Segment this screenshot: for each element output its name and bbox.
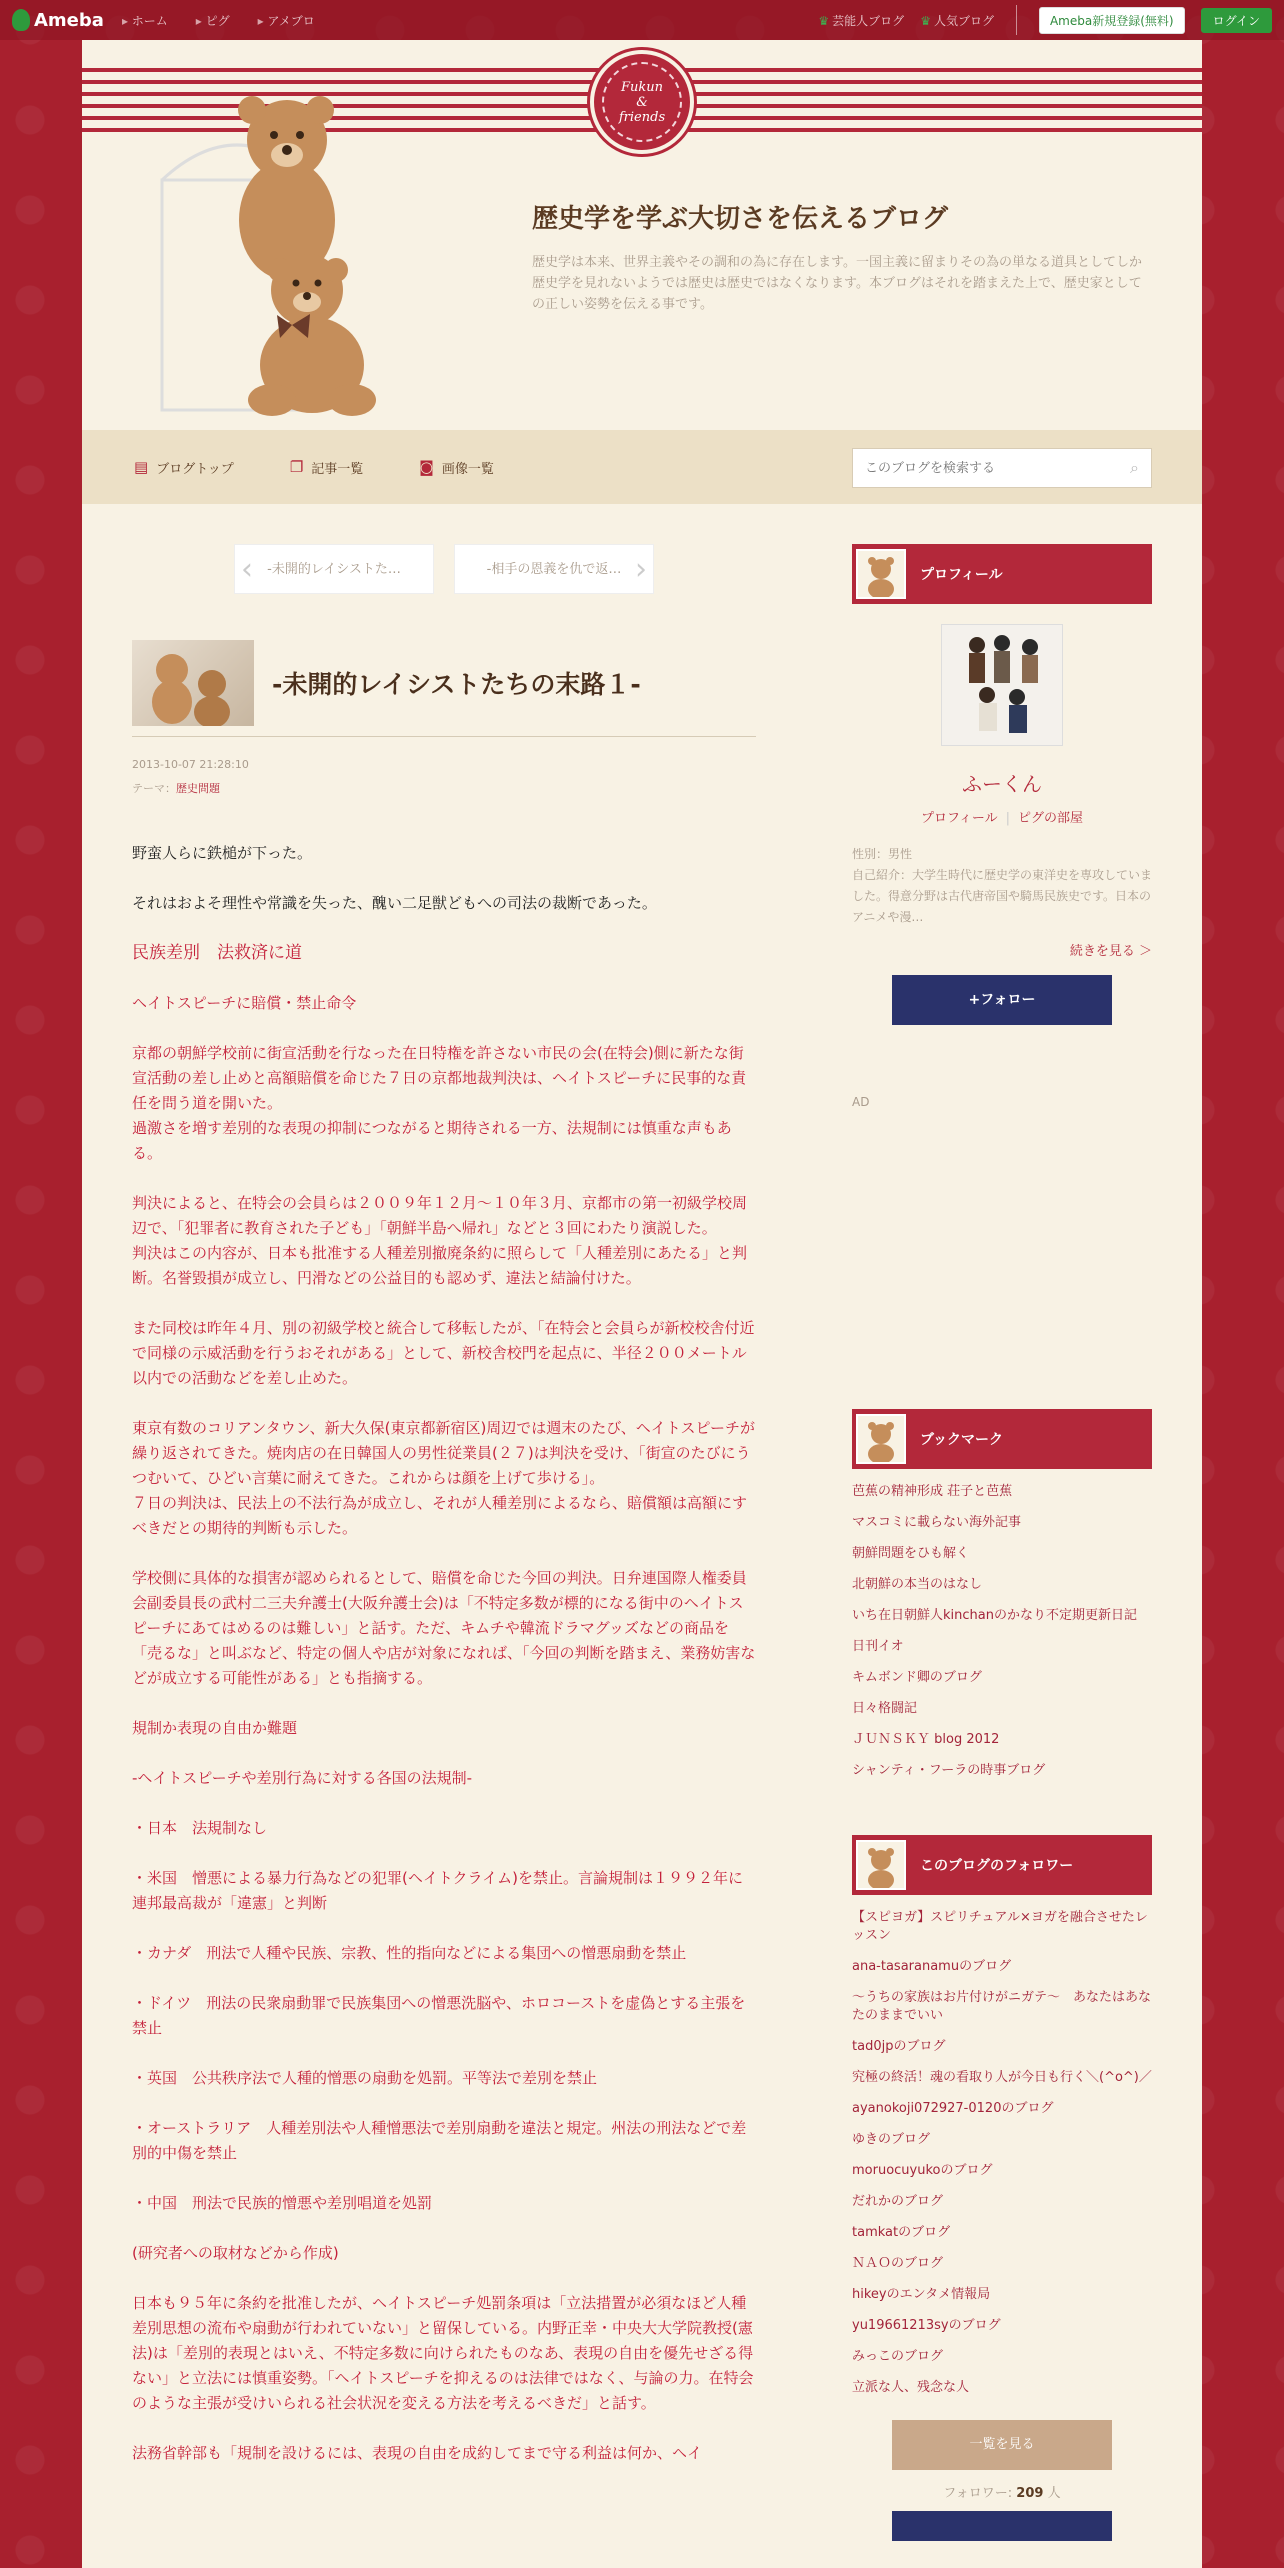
bookmark-link[interactable]: キムボンド卿のブログ (852, 1670, 982, 1685)
nav-entry-list-label: 記事一覧 (311, 461, 364, 477)
entry-paragraph: ・カナダ 刑法で人種や民族、宗教、性的指向などによる集団への憎悪扇動を禁止 (132, 1944, 687, 1962)
blog-header (82, 40, 1202, 430)
ameba-logo-icon (12, 9, 30, 31)
follower-blog-link[interactable]: ayanokoji072927-0120のブログ (852, 2101, 1054, 2116)
ameba-nav-pigg[interactable]: ▸ ピグ (196, 12, 230, 29)
document-icon: ▤ (134, 458, 149, 476)
nav-entry-list[interactable] (290, 458, 363, 477)
main-column (132, 544, 756, 2491)
bookmark-link[interactable]: マスコミに載らない海外記事 (852, 1515, 1022, 1530)
follower-blog-link[interactable]: 究極の終活！魂の看取り人が今日も行く＼(^o^)／ (852, 2070, 1152, 2085)
celebrity-blog-label: 芸能人ブログ (832, 13, 905, 28)
register-button[interactable]: Ameba新規登録(無料) (1039, 7, 1185, 34)
entry-paragraph: ヘイトスピーチに賠償・禁止命令 (132, 994, 357, 1012)
profile-info (852, 844, 1152, 928)
entry-paragraph: ・英国 公共秩序法で人種的憎悪の扇動を処罰。平等法で差別を禁止 (132, 2069, 598, 2087)
ameba-nav (122, 12, 315, 29)
bookmark-link[interactable]: 日々格闘記 (852, 1701, 918, 1716)
entry-paragraph: 判決によると、在特会の会員らは２００９年１２月～１０年３月、京都市の第一初級学校周辺で、「犯罪者に教育された子ども」「朝鮮半島へ帰れ」などと３回にわたり演説した。 判決はこの内容が、日本も批准する人種差別撤廃条約に照らして「人種差別にあたる」と判断。名誉毀損が成立し、円滑などの公益目的も認めず、違法と結論付けた。 (132, 1194, 748, 1287)
entry-meta (132, 753, 756, 801)
follower-list (852, 1903, 1152, 2404)
entry-paragraph: 野蛮人らに鉄槌が下った。 (132, 844, 313, 862)
avatar (856, 1840, 906, 1890)
profile-heading (852, 544, 1152, 604)
blog-page (82, 40, 1202, 2568)
followers-heading (852, 1835, 1152, 1895)
entry-paragraph: 日本も９５年に条約を批准したが、ヘイトスピーチ処罰条項は「立法措置が必須なほど人種差別思想の流布や扇動が行われていない」と留保している。内野正幸・中央大大学院教授(憲法)は「差別的表現とはいえ、不特定多数に向けられたものなあ、表現の自由を優先せざる得ない」と立法には慎重姿勢。「ヘイトスピーチを抑えるのは法律ではなく、与論の力。在特会のような主張が受けいられる社会状況を変える方法を考えるべきだ」と話す。 (132, 2294, 754, 2412)
follower-blog-link[interactable]: ゆきのブログ (852, 2132, 931, 2147)
bookmark-heading (852, 1409, 1152, 1469)
blog-nav-bar (82, 430, 1202, 504)
entry-paragraph: (研究者への取材などから作成) (132, 2244, 339, 2262)
follower-blog-link[interactable]: だれかのブログ (852, 2194, 944, 2209)
entry-header (132, 640, 756, 737)
nav-blog-top-label: ブログトップ (156, 461, 234, 477)
follower-blog-link[interactable]: 【スピヨガ】スピリチュアル×ヨガを融合させたレッスン (852, 1910, 1148, 1943)
follower-count-label: フォロワー: (943, 2486, 1013, 2501)
celebrity-blog-link[interactable] (818, 12, 904, 29)
follower-blog-link[interactable]: tamkatのブログ (852, 2225, 951, 2240)
blog-description: 歴史学は本来、世界主義やその調和の為に存在します。一国主義に留まりその為の単なる道具としてしか歴史学を見れないようでは歴史は歴史ではなくなります。本ブログはそれを踏まえた上で、歴史家としての正しい姿勢を伝える事です。 (532, 255, 1142, 312)
bookmark-link[interactable]: ＪＵＮＳＫＹ blog 2012 (852, 1732, 1000, 1747)
follower-blog-link[interactable]: 立派な人、残念な人 (852, 2380, 970, 2395)
prev-entry-link[interactable]: ‹ -未開的レイシストた… (234, 544, 434, 594)
profile-link[interactable]: プロフィール (920, 811, 998, 826)
entry-title: -未開的レイシストたちの末路１- (272, 670, 641, 699)
nav-blog-top[interactable] (134, 458, 234, 477)
entry-paragraph: 学校側に具体的な損害が認められるとして、賠償を命じた今回の判決。日弁連国際人権委員会副委員長の武村二三夫弁護士(大阪弁護士会)は「不特定多数が標的になる街中のヘイトスピーチにあてはめるのは難しい」と話す。ただ、キムチや韓流ドラマグッズなどの商品を「売るな」と叫ぶなど、特定の個人や店が対象になれば、「今回の判断を踏まえ、業務妨害などが成立する可能性がある」とも指摘する。 (132, 1569, 756, 1687)
entry-paragraph: 民族差別 法救済に道 (132, 943, 302, 963)
blog-search (852, 448, 1152, 488)
follower-blog-link[interactable]: ana-tasaranamuのブログ (852, 1959, 1012, 1974)
profile-gender: 性別：男性 (852, 847, 913, 861)
nav-image-list[interactable] (419, 458, 494, 477)
entry-theme-label: テーマ： (132, 782, 176, 795)
follower-blog-link[interactable]: tad0jpのブログ (852, 2039, 946, 2054)
search-icon[interactable]: ⌕ (1130, 458, 1139, 477)
follow-button-bottom[interactable] (892, 2511, 1112, 2541)
entry-theme-link[interactable]: 歴史問題 (176, 782, 220, 795)
entry-paragraph: ・日本 法規制なし (132, 1819, 268, 1837)
bookmark-heading-label: ブックマーク (920, 1432, 1004, 1448)
entry-paragraph: ・中国 刑法で民族的憎悪や差別唱道を処罰 (132, 2194, 433, 2212)
profile-more-link[interactable]: 続きを見る ＞ (1069, 944, 1152, 959)
teddy-bears-image (152, 80, 422, 420)
profile-name[interactable]: ふーくん (962, 772, 1042, 796)
blog-title[interactable]: 歴史学を学ぶ大切さを伝えるブログ (532, 204, 949, 234)
ameba-top-bar (0, 0, 1284, 40)
emblem-text: & (636, 94, 648, 110)
nav-image-list-label: 画像一覧 (441, 461, 494, 477)
profile-links (852, 807, 1152, 826)
entry-paragraph: 法務省幹部も「規制を設けるには、表現の自由を成約してまで守る利益は何か、ヘイ (132, 2444, 703, 2462)
entry-body (132, 841, 756, 2466)
entry-date: 2013-10-07 21:28:10 (132, 758, 249, 771)
crown-icon: ♛ (818, 13, 830, 28)
bookmark-link[interactable]: 芭蕉の精神形成 荘子と芭蕉 (852, 1484, 1013, 1499)
bookmark-link[interactable]: いち在日朝鮮人kinchanのかなり不定期更新日記 (852, 1608, 1137, 1623)
login-button[interactable]: ログイン (1201, 8, 1272, 33)
profile-intro: 自己紹介：大学生時代に歴史学の東洋史を専攻していました。得意分野は古代唐帝国や騎馬民族史です。日本のアニメや漫… (852, 868, 1152, 924)
popular-blog-link[interactable] (920, 12, 994, 29)
follower-blog-link[interactable]: みっこのブログ (852, 2349, 944, 2364)
search-input[interactable] (865, 461, 1130, 476)
emblem-text: friends (618, 109, 666, 125)
entry-paragraph: 規制か表現の自由か難題 (132, 1719, 298, 1737)
see-all-followers-button[interactable]: 一覧を見る (892, 2420, 1112, 2470)
follower-blog-link[interactable]: yu19661213syのブログ (852, 2318, 1001, 2333)
divider (1016, 5, 1017, 35)
bookmark-link[interactable]: 北朝鮮の本当のはなし (852, 1577, 983, 1592)
bookmark-list (852, 1477, 1152, 1787)
header-emblem-logo (590, 50, 694, 154)
ameba-right-links (818, 5, 1272, 35)
ameba-logo[interactable] (12, 9, 104, 31)
follower-blog-link[interactable]: moruocuyukoのブログ (852, 2163, 993, 2178)
entry-paragraph: ・ドイツ 刑法の民衆扇動罪で民族集団への憎悪洗脳や、ホロコーストを虚偽とする主張を禁止 (132, 1994, 746, 2037)
popular-blog-label: 人気ブログ (933, 13, 994, 28)
follower-count (852, 2482, 1152, 2501)
entry-theme (132, 777, 756, 801)
pigg-room-link[interactable]: ピグの部屋 (1018, 811, 1084, 826)
follower-blog-link[interactable]: ～うちの家族はお片付けがニガテ～ あなたはあなたのままでいい (852, 1990, 1152, 2023)
follow-button[interactable]: +フォロー (892, 975, 1112, 1025)
avatar (856, 549, 906, 599)
ameba-nav-ameblo[interactable]: ▸ アメブロ (258, 12, 315, 29)
entry-paragraph: 京都の朝鮮学校前に街宣活動を行なった在日特権を許さない市民の会(在特会)側に新たな街宣活動の差し止めと高額賠償を命じた７日の京都地裁判決は、ヘイトスピーチに民事的な責任を問う道を開いた。 過激さを増す差別的な表現の抑制につながると期待される一方、法規制には慎重な声もある。 (132, 1044, 747, 1162)
entry-paragraph: ・米国 憎悪による暴力行為などの犯罪(ヘイトクライム)を禁止。言論規制は１９９２年に連邦最高裁が「違憲」と判断 (132, 1869, 743, 1912)
teddy-bears-thumbnail-icon (132, 640, 254, 726)
ameba-nav-home[interactable]: ▸ ホーム (122, 12, 168, 29)
avatar (856, 1414, 906, 1464)
entry-paragraph: 東京有数のコリアンタウン、新大久保(東京都新宿区)周辺では週末のたび、ヘイトスピーチが繰り返されてきた。焼肉店の在日韓国人の男性従業員(２７)は判決を受け、「街宣のたびにうつむいて、ひどい言葉に耐えてきた。これからは顔を上げて歩ける」。 ７日の判決は、民法上の不法行為が成立し、それが人種差別によるなら、賠償額は高額にすべきだとの期待的判断も示した。 (132, 1419, 755, 1537)
divider: | (1005, 811, 1011, 826)
followers-heading-label: このブログのフォロワー (920, 1858, 1074, 1874)
entry-paragraph: -ヘイトスピーチや差別行為に対する各国の法規制- (132, 1769, 473, 1787)
follower-blog-link[interactable]: hikeyのエンタメ情報局 (852, 2287, 991, 2302)
follower-count-unit: 人 (1047, 2486, 1061, 2501)
ad-label: AD (852, 1095, 870, 1109)
entry-paragraph: それはおよそ理性や常識を失った、醜い二足獣どもへの司法の裁断であった。 (132, 894, 657, 912)
crown-icon: ♛ (920, 13, 931, 28)
profile-photo[interactable] (941, 624, 1063, 746)
entry-paragraph: また同校は昨年４月、別の初級学校と統合して移転したが、「在特会と会員らが新校校舎付近で同様の示威活動を行うおそれがある」として、新校舎校門を起点に、半径２００メートル以内での活動などを差し止めた。 (132, 1319, 755, 1387)
follower-count-value: 209 (1016, 2486, 1044, 2501)
bookmark-link[interactable]: 日刊イオ (852, 1639, 904, 1654)
camera-icon: ◙ (419, 458, 434, 476)
profile-heading-label: プロフィール (920, 567, 1003, 583)
follower-blog-link[interactable]: ＮＡＯのブログ (852, 2256, 944, 2271)
entry-thumbnail (132, 640, 254, 726)
ameba-logo-text: Ameba (34, 9, 104, 31)
copy-icon: ❐ (289, 458, 304, 476)
emblem-text: Fukun (620, 79, 663, 95)
bookmark-link[interactable]: 朝鮮問題をひも解く (852, 1546, 970, 1561)
entry-paragraph: ・オーストラリア 人種差別法や人種憎悪法で差別扇動を違法と規定。州法の刑法などで差別的中傷を禁止 (132, 2119, 747, 2162)
next-entry-link[interactable]: -相手の恩義を仇で返… › (454, 544, 654, 594)
entry-pager (132, 544, 756, 594)
sidebar (852, 544, 1152, 2541)
bookmark-link[interactable]: シャンティ・フーラの時事ブログ (852, 1763, 1046, 1778)
